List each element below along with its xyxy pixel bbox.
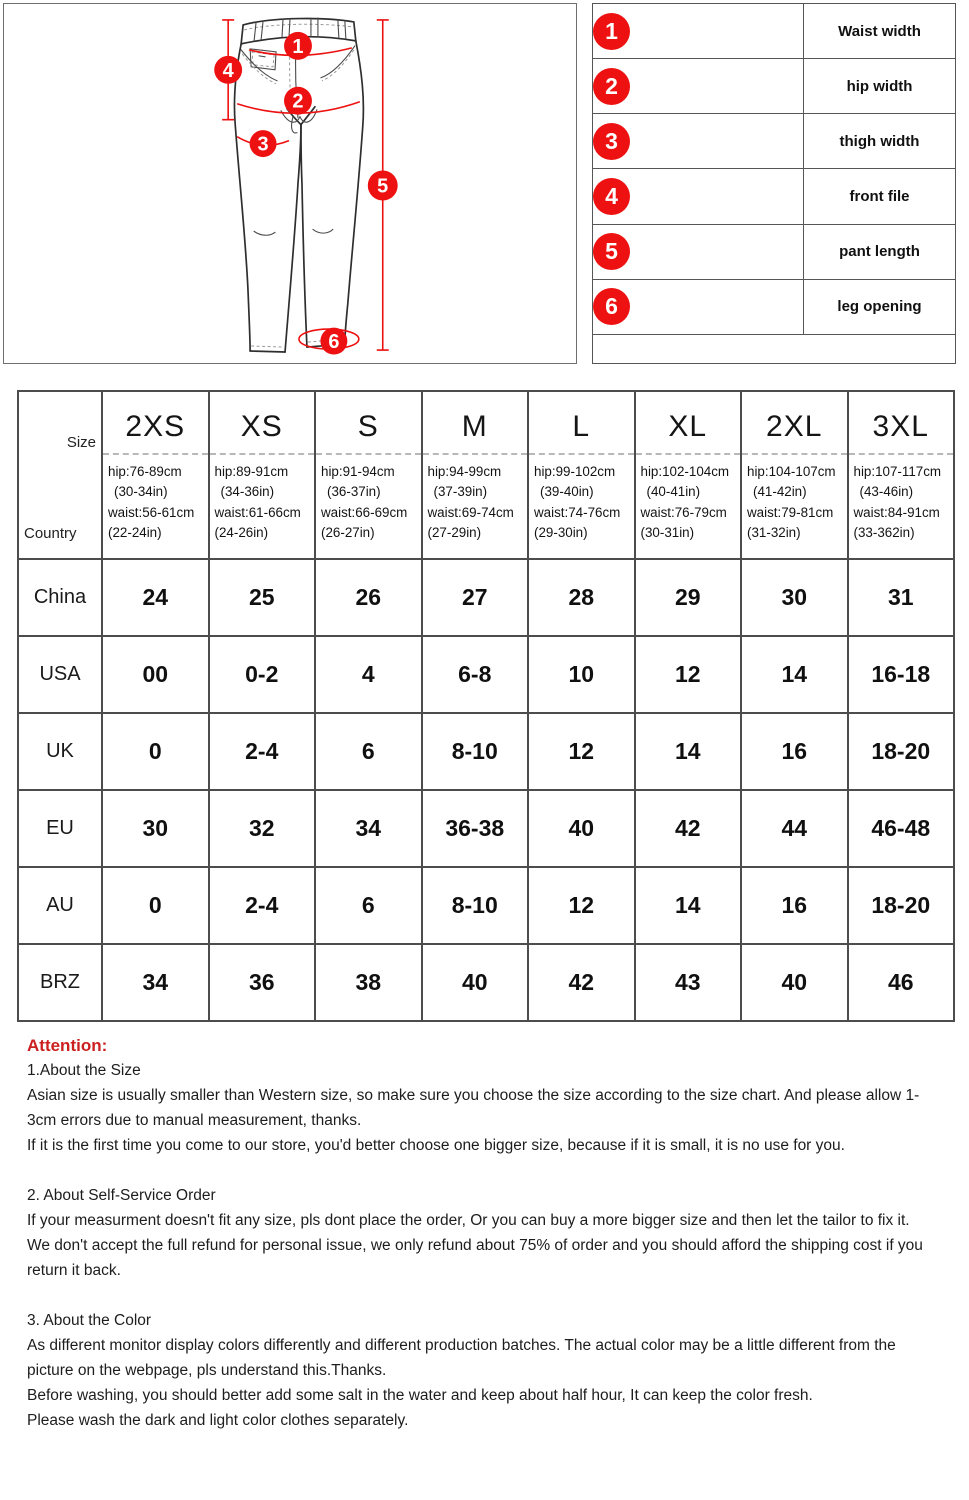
size-value: 25 [209, 559, 316, 636]
waist-range-in: (29-30in) [534, 524, 588, 540]
size-value: 43 [635, 944, 742, 1021]
size-value: 31 [848, 559, 955, 636]
size-value: 28 [528, 559, 635, 636]
attention-notes [27, 1034, 939, 1433]
hip-range-in: (39-40in) [540, 484, 594, 500]
size-value: 6 [315, 867, 422, 944]
waist-range-in: (22-24in) [108, 524, 162, 540]
size-label: S [357, 409, 379, 443]
size-label: M [461, 409, 488, 443]
size-value: 00 [102, 636, 209, 713]
attention-text-line: Please wash the dark and light color clothes separately. [27, 1412, 409, 1429]
marker-1 [284, 32, 312, 60]
size-row-BRZ [18, 944, 954, 1021]
svg-text:6: 6 [328, 331, 340, 354]
size-value: 40 [741, 944, 848, 1021]
size-measurements [849, 453, 954, 554]
svg-text:1: 1 [292, 35, 304, 58]
svg-text:4: 4 [222, 59, 234, 82]
size-value: 8-10 [422, 867, 529, 944]
legend-number-cell [593, 59, 804, 114]
size-value: 16 [741, 867, 848, 944]
attention-sections [27, 1058, 939, 1433]
hip-range-in: (36-37in) [327, 484, 381, 500]
size-value: 30 [102, 790, 209, 867]
size-header-row [18, 391, 954, 559]
size-value: 40 [422, 944, 529, 1021]
size-value: 26 [315, 559, 422, 636]
waist-range-cm: waist:56-61cm [108, 504, 195, 520]
country-label: BRZ [18, 944, 102, 1021]
size-col-header-2XL [741, 391, 848, 559]
attention-text-line: Before washing, you should better add some salt in the water and keep about half hour, It can keep the color fresh. [27, 1387, 813, 1404]
size-value: 12 [528, 867, 635, 944]
country-label: UK [18, 713, 102, 790]
size-label: XS [240, 409, 283, 443]
size-row-AU [18, 867, 954, 944]
hip-range-in: (43-46in) [859, 484, 914, 500]
size-row-UK [18, 713, 954, 790]
size-value: 6 [315, 713, 422, 790]
attention-section-3 [27, 1308, 939, 1433]
attention-text-line: If your measurment doesn't fit any size, pls dont place the order, Or you can buy a more bigger size and then let the tailor to fix it. [27, 1212, 910, 1229]
size-chart-table [17, 390, 955, 1022]
hip-range-cm: hip:94-99cm [427, 463, 502, 479]
attention-heading: Attention: [27, 1036, 108, 1055]
hip-range-in: (40-41in) [646, 484, 701, 500]
size-col-header-S [315, 391, 422, 559]
size-value: 0-2 [209, 636, 316, 713]
attention-text-line: We don't accept the full refund for personal issue, we only refund about 75% of order and you should afford the shipping cost if you return it back. [27, 1237, 923, 1279]
waist-range-in: (27-29in) [427, 524, 482, 540]
attention-section-title: 1.About the Size [27, 1062, 141, 1079]
marker-badge-1: 1 [593, 13, 630, 50]
size-value: 14 [741, 636, 848, 713]
size-measurements [316, 453, 421, 554]
waist-range-in: (26-27in) [321, 524, 375, 540]
size-value: 18-20 [848, 713, 955, 790]
hip-range-cm: hip:107-117cm [853, 463, 942, 479]
hip-range-cm: hip:89-91cm [214, 463, 289, 479]
hip-range-cm: hip:76-89cm [108, 463, 182, 479]
svg-text:5: 5 [377, 175, 389, 198]
legend-row-3 [593, 114, 956, 169]
marker-4 [214, 56, 242, 84]
marker-6 [320, 328, 347, 355]
size-measurements [103, 453, 208, 554]
attention-section-1 [27, 1058, 939, 1158]
waist-range-in: (31-32in) [747, 524, 801, 540]
measurement-legend-table [592, 3, 956, 364]
legend-label: hip width [804, 59, 956, 114]
marker-badge-2: 2 [593, 68, 630, 105]
size-country-corner-cell [18, 391, 102, 559]
hip-range-cm: hip:102-104cm [640, 463, 730, 479]
legend-empty-cell [593, 334, 956, 363]
legend-empty-row [593, 334, 956, 363]
size-label: 3XL [872, 409, 929, 443]
legend-row-1 [593, 4, 956, 59]
size-value: 42 [528, 944, 635, 1021]
size-value: 27 [422, 559, 529, 636]
size-col-header-L [528, 391, 635, 559]
size-measurements [529, 453, 634, 554]
size-value: 2-4 [209, 867, 316, 944]
legend-number-cell [593, 4, 804, 59]
attention-text-line: As different monitor display colors differently and different production batches. The actual color may be a little different from the picture on the webpage, pls understand this.Thanks. [27, 1337, 896, 1379]
size-row-EU [18, 790, 954, 867]
size-value: 29 [635, 559, 742, 636]
size-value: 38 [315, 944, 422, 1021]
marker-3 [250, 130, 277, 157]
attention-text-line: Asian size is usually smaller than Western size, so make sure you choose the size according to the size chart. And please allow 1-3cm errors due to manual measurement, thanks. [27, 1087, 920, 1129]
svg-text:3: 3 [257, 133, 269, 156]
size-value: 42 [635, 790, 742, 867]
marker-2 [284, 87, 312, 115]
size-value: 14 [635, 867, 742, 944]
hip-range-in: (30-34in) [114, 484, 168, 500]
size-row-China [18, 559, 954, 636]
size-col-header-XS [209, 391, 316, 559]
legend-label: pant length [804, 224, 956, 279]
hip-range-in: (34-36in) [220, 484, 275, 500]
size-value: 44 [741, 790, 848, 867]
legend-row-4 [593, 169, 956, 224]
attention-section-2 [27, 1183, 939, 1283]
corner-size-label: Size [66, 434, 96, 451]
size-col-header-XL [635, 391, 742, 559]
legend-number-cell [593, 114, 804, 169]
size-value: 0 [102, 867, 209, 944]
legend-row-5 [593, 224, 956, 279]
size-value: 12 [528, 713, 635, 790]
country-label: China [18, 559, 102, 636]
marker-badge-5: 5 [593, 233, 630, 270]
waist-range-cm: waist:69-74cm [427, 504, 514, 520]
size-value: 2-4 [209, 713, 316, 790]
size-col-header-3XL [848, 391, 955, 559]
size-measurements [636, 453, 741, 554]
size-value: 6-8 [422, 636, 529, 713]
size-value: 36-38 [422, 790, 529, 867]
legend-row-2 [593, 59, 956, 114]
size-value: 34 [315, 790, 422, 867]
size-label: 2XL [766, 409, 823, 443]
hip-range-cm: hip:104-107cm [747, 463, 836, 479]
legend-label: Waist width [804, 4, 956, 59]
size-label: XL [668, 409, 708, 443]
size-col-header-2XS [102, 391, 209, 559]
corner-country-label: Country [24, 525, 77, 542]
marker-badge-6: 6 [593, 288, 630, 325]
size-value: 10 [528, 636, 635, 713]
size-measurements [742, 453, 847, 554]
size-row-USA [18, 636, 954, 713]
size-value: 36 [209, 944, 316, 1021]
pants-drawing [234, 18, 363, 352]
size-value: 46 [848, 944, 955, 1021]
legend-number-cell [593, 169, 804, 224]
legend-label: leg opening [804, 279, 956, 334]
country-label: EU [18, 790, 102, 867]
size-chart-head [18, 391, 954, 559]
country-label: USA [18, 636, 102, 713]
size-value: 34 [102, 944, 209, 1021]
waist-range-cm: waist:84-91cm [853, 504, 940, 520]
waist-range-in: (24-26in) [214, 524, 269, 540]
size-value: 32 [209, 790, 316, 867]
size-value: 18-20 [848, 867, 955, 944]
waist-range-cm: waist:76-79cm [640, 504, 727, 520]
attention-section-title: 3. About the Color [27, 1312, 152, 1329]
size-measurements [423, 453, 528, 554]
size-value: 46-48 [848, 790, 955, 867]
size-value: 14 [635, 713, 742, 790]
waist-range-cm: waist:74-76cm [534, 504, 621, 520]
size-value: 16-18 [848, 636, 955, 713]
size-value: 30 [741, 559, 848, 636]
attention-text-line: If it is the first time you come to our store, you'd better choose one bigger size, because if it is small, it is no use for you. [27, 1137, 845, 1154]
hip-range-in: (41-42in) [753, 484, 807, 500]
measurement-guide [0, 0, 969, 366]
size-value: 16 [741, 713, 848, 790]
legend-label: thigh width [804, 114, 956, 169]
size-value: 40 [528, 790, 635, 867]
waist-range-cm: waist:79-81cm [747, 504, 834, 520]
attention-section-title: 2. About Self-Service Order [27, 1187, 216, 1204]
svg-text:2: 2 [292, 90, 304, 113]
size-label: L [572, 409, 591, 443]
size-value: 8-10 [422, 713, 529, 790]
measurement-legend-body [593, 4, 956, 364]
legend-number-cell [593, 224, 804, 279]
size-value: 4 [315, 636, 422, 713]
legend-label: front file [804, 169, 956, 224]
waist-range-in: (30-31in) [640, 524, 695, 540]
legend-number-cell [593, 279, 804, 334]
marker-badge-4: 4 [593, 178, 630, 215]
waist-range-cm: waist:66-69cm [321, 504, 408, 520]
hip-range-in: (37-39in) [433, 484, 488, 500]
size-label: 2XS [125, 409, 186, 443]
legend-row-6 [593, 279, 956, 334]
country-label: AU [18, 867, 102, 944]
hip-range-cm: hip:99-102cm [534, 463, 616, 479]
size-col-header-M [422, 391, 529, 559]
size-value: 12 [635, 636, 742, 713]
waist-range-cm: waist:61-66cm [214, 504, 301, 520]
size-value: 24 [102, 559, 209, 636]
waist-range-in: (33-362in) [853, 524, 915, 540]
pants-diagram-box [3, 3, 577, 364]
pants-illustration [4, 4, 576, 363]
size-chart-body [18, 559, 954, 1021]
marker-badge-3: 3 [593, 123, 630, 160]
hip-range-cm: hip:91-94cm [321, 463, 395, 479]
size-value: 0 [102, 713, 209, 790]
marker-5 [368, 171, 398, 201]
size-measurements [210, 453, 315, 554]
